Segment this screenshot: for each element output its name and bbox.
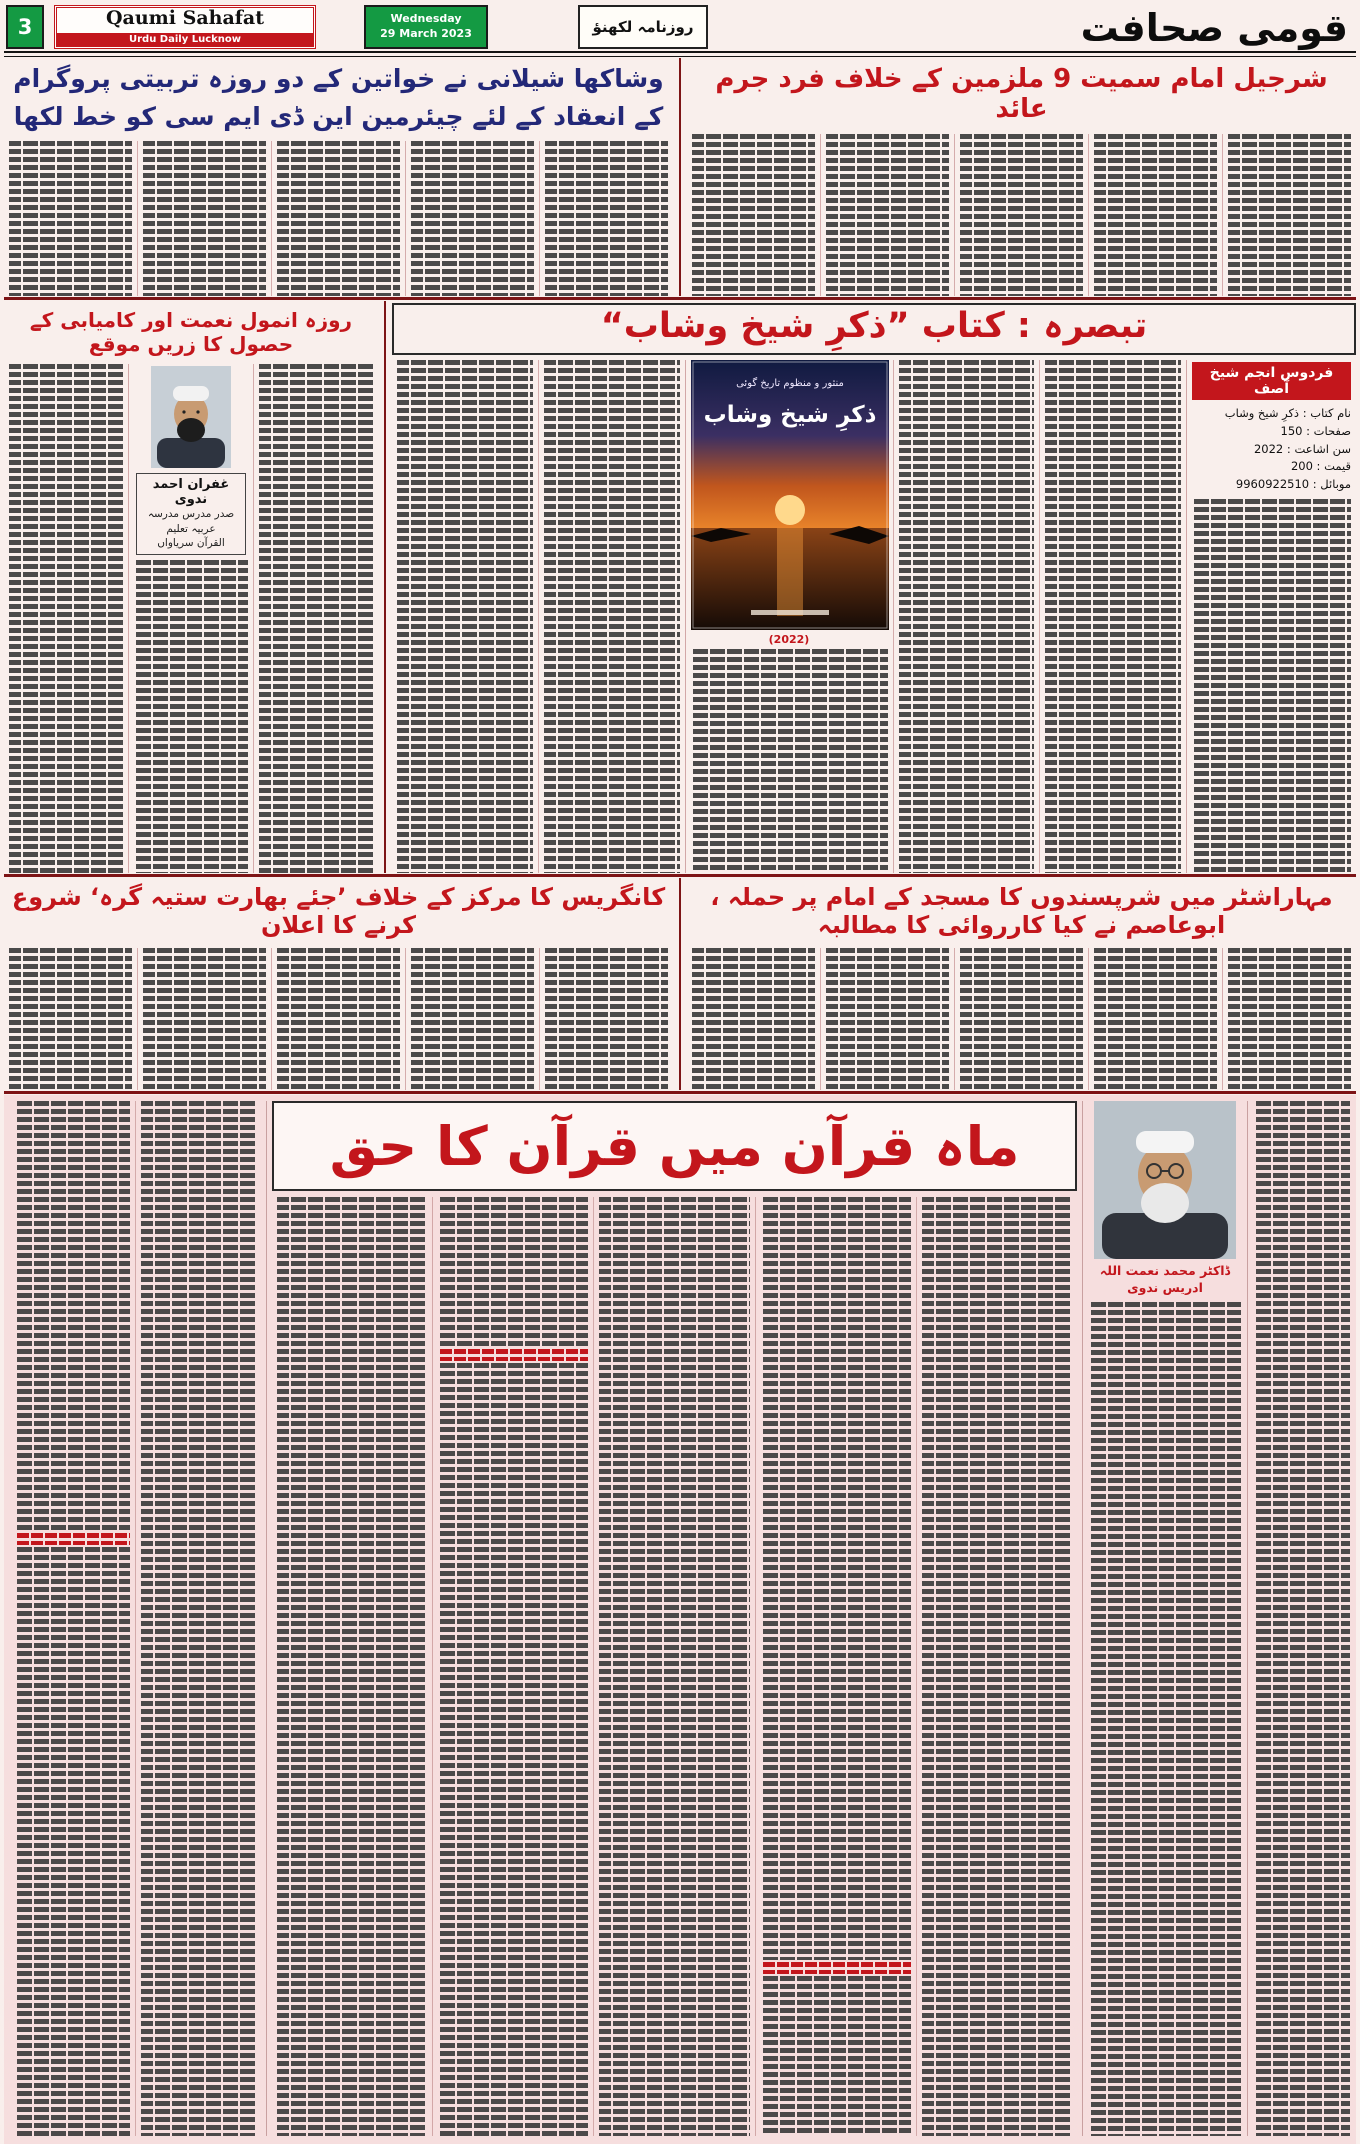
- column-divider: [679, 58, 681, 296]
- left-columns: [10, 1101, 260, 2136]
- article-body: [687, 948, 1356, 1090]
- article-quran-month: [4, 1095, 1356, 2144]
- reviewer-byline: فردوس انجم شیخ آصف: [1192, 362, 1351, 400]
- photo-caption: [136, 473, 246, 555]
- article-body: [4, 364, 378, 873]
- masthead-title: Qaumi Sahafat: [105, 7, 265, 29]
- lower-row: [4, 878, 1356, 1090]
- text-block: [691, 649, 888, 873]
- text-column: [1222, 134, 1356, 296]
- header-divider: [4, 51, 1356, 57]
- cover-year: (2022): [768, 633, 810, 646]
- author-photo-column: [1089, 1101, 1241, 2136]
- text-column: [1088, 134, 1222, 296]
- section-divider: [4, 1091, 1356, 1094]
- text-column: [538, 360, 685, 873]
- right-column: [1254, 1101, 1350, 2136]
- text-column: [405, 141, 539, 296]
- article-headline: شرجیل امام سمیت 9 ملزمین کے خلاف فرد جرم عائد: [715, 64, 1328, 124]
- section-divider: [4, 297, 1356, 300]
- text-block: [761, 1976, 911, 2136]
- text-column: [432, 1197, 593, 2136]
- date-value: 29 March 2023: [380, 27, 472, 40]
- caption-role: صدر مدرس مدرسہ عربیہ تعلیم: [147, 508, 235, 535]
- red-subhead: [15, 1533, 130, 1545]
- text-block: [1254, 1101, 1350, 2136]
- text-column: [1088, 948, 1222, 1090]
- text-column: [4, 364, 128, 873]
- text-block: [438, 1197, 588, 1347]
- text-column: [954, 134, 1088, 296]
- text-column: [272, 1197, 432, 2136]
- review-headline: تبصرہ : کتاب ”ذکرِ شیخ وشاب“: [392, 303, 1356, 355]
- article-headline: مہاراشٹر میں شرپسندوں کا مسجد کے امام پر حملہ ، ابوعاصم نے کیا کارروائی کا مطالبہ: [710, 883, 1333, 939]
- text-column: [916, 1197, 1077, 2136]
- book-details: نام کتاب : ذکرِ شیخ وشاب صفحات : 150 سن اشاعت : 2022 قیمت : 200 موبائل : 9960922510: [1224, 406, 1351, 492]
- red-subhead: [438, 1349, 588, 1361]
- text-column: [687, 134, 820, 296]
- column-divider: [679, 878, 681, 1090]
- main-headline: ماہ قرآن میں قرآن کا حق: [272, 1101, 1077, 1191]
- red-subhead: [761, 1962, 911, 1974]
- text-column: [1222, 948, 1356, 1090]
- caption-role: القرآن سریاواں: [157, 537, 225, 550]
- masthead-urdu: قومی صحافت: [1080, 6, 1348, 50]
- text-column: [687, 948, 820, 1090]
- column-divider: [1247, 1101, 1248, 2136]
- book-details-column: [1186, 360, 1356, 873]
- center-block: [266, 1101, 1083, 2136]
- article-maharashtra: [687, 878, 1356, 1090]
- photo-caption: ڈاکٹر محمد نعمت اللہ ادریس ندوی: [1099, 1263, 1231, 1295]
- text-column: [820, 134, 954, 296]
- text-column: [137, 948, 271, 1090]
- article-body: [4, 141, 673, 296]
- text-column: [405, 948, 539, 1090]
- text-column: [539, 948, 673, 1090]
- paper-name-box: روزنامہ لکھنؤ: [578, 5, 708, 49]
- review-body: [392, 355, 1356, 873]
- book-cover-image: [691, 360, 889, 630]
- text-column: [271, 141, 405, 296]
- top-row: [4, 58, 1356, 296]
- column-divider: [384, 301, 386, 873]
- text-block: [761, 1197, 911, 1960]
- article-sharjeel-imam: [687, 58, 1356, 296]
- text-column: [392, 360, 538, 873]
- section-divider: [4, 874, 1356, 877]
- article-headline: روزہ انمول نعمت اور کامیابی کے حصول کا زریں موقع: [29, 308, 353, 356]
- text-column: [539, 141, 673, 296]
- text-block: [15, 1547, 130, 2136]
- person-photo: [1094, 1101, 1236, 1259]
- article-book-review: [392, 301, 1356, 873]
- text-column: [820, 948, 954, 1090]
- text-column-with-photo: [128, 364, 253, 873]
- text-column: [10, 1101, 135, 2136]
- text-block: [1089, 1302, 1241, 2136]
- text-block: [15, 1101, 130, 1531]
- text-column: [954, 948, 1088, 1090]
- text-column: [1039, 360, 1186, 873]
- text-block: [1192, 499, 1351, 873]
- article-headline: وشاکھا شیلانی نے خواتین کے دو روزہ تربیتی پروگرام کے انعقاد کے لئے چیئرمین این ڈی ایم سی کو خط لکھا: [13, 64, 664, 131]
- text-block: [134, 560, 248, 873]
- article-congress: [4, 878, 673, 1090]
- text-column: [135, 1101, 261, 2136]
- article-body: [687, 134, 1356, 296]
- article-body: [4, 948, 673, 1090]
- text-column: [271, 948, 405, 1090]
- article-visakha-letter: [4, 58, 673, 296]
- text-column: [253, 364, 378, 873]
- article-roza: [4, 301, 378, 873]
- date-day: Wednesday: [390, 12, 462, 26]
- page-header: [4, 4, 1356, 50]
- text-column: [4, 141, 137, 296]
- masthead: [54, 5, 316, 49]
- person-photo: [151, 366, 231, 468]
- caption-name: غفران احمد ندوی: [152, 477, 230, 507]
- author-photo: [134, 366, 248, 468]
- article-body: [272, 1197, 1077, 2136]
- text-block: [438, 1363, 588, 2136]
- text-column: [755, 1197, 916, 2136]
- middle-row: [4, 301, 1356, 873]
- cover-top-line: منثور و منظوم تاریخ گوئی: [735, 378, 844, 389]
- masthead-subtitle: Urdu Daily Lucknow: [57, 33, 313, 46]
- text-column: [4, 948, 137, 1090]
- text-column: [593, 1197, 754, 2136]
- cover-title: ذکرِ شیخ وشاب: [703, 402, 876, 428]
- article-headline: کانگریس کا مرکز کے خلاف ’جئے بھارت ستیہ گرہ‘ شروع کرنے کا اعلان: [11, 883, 666, 939]
- text-column: [137, 141, 271, 296]
- date-box: [364, 5, 488, 49]
- book-cover-column: [685, 360, 893, 873]
- text-column: [893, 360, 1040, 873]
- page-number: 3: [6, 5, 44, 49]
